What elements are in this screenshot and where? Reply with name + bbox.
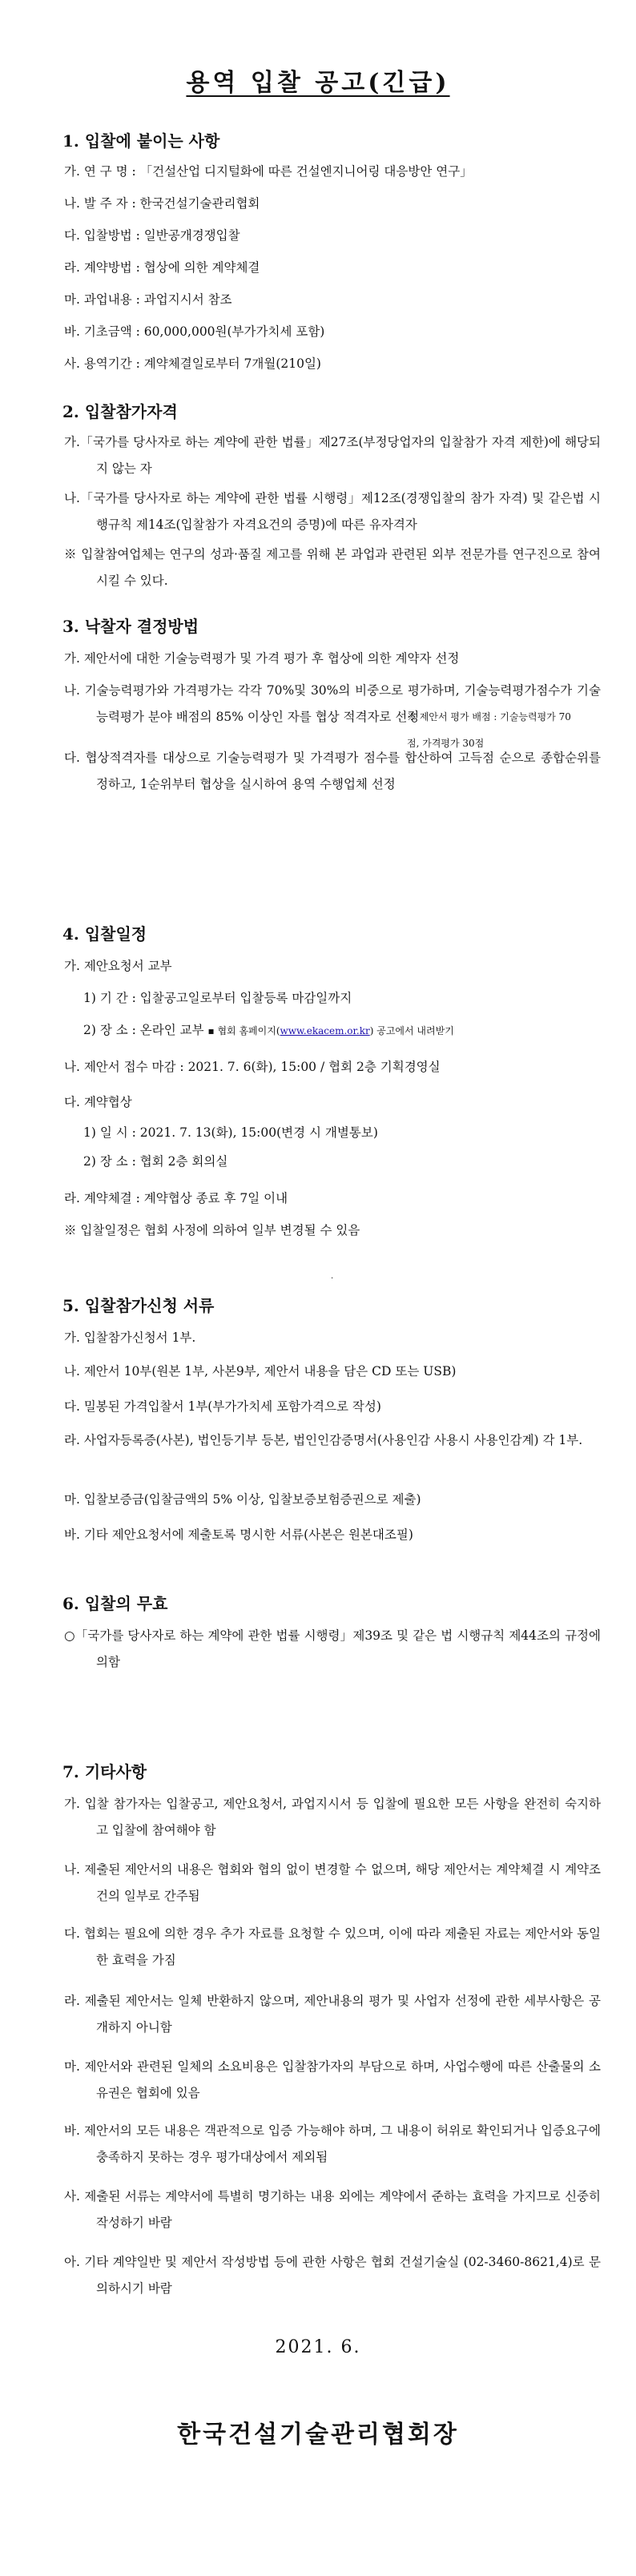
- s4-a-note-pre: ▪ 협회 홈페이지(: [207, 1025, 280, 1036]
- s7-item-b: 나. 제출된 제안서의 내용은 협회와 협의 없이 변경할 수 없으며, 해당 제안서는 계약체결 시 계약조건의 일부로 간주됨: [64, 1862, 601, 1903]
- s4-a-period: 1) 기 간 : 입찰공고일로부터 입찰등록 마감일까지: [83, 991, 352, 1005]
- section-5-heading: 5. 입찰참가신청 서류: [62, 1296, 215, 1315]
- s5-item-e: 마. 입찰보증금(입찰금액의 5% 이상, 입찰보증보험증권으로 제출): [64, 1492, 421, 1507]
- s4-c-datetime: 1) 일 시 : 2021. 7. 13(화), 15:00(변경 시 개별통보): [83, 1125, 378, 1140]
- s1-item-b: 나. 발 주 자 : 한국건설기술관리협회: [64, 196, 260, 211]
- s7-item-h: 아. 기타 계약일반 및 제안서 작성방법 등에 관한 사항은 협회 건설기술실 (02-3460-8621,4)로 문의하시기 바람: [64, 2255, 601, 2296]
- section-4-heading: 4. 입찰일정: [62, 924, 147, 944]
- s4-a-place-note: [208, 1025, 454, 1036]
- s1-item-g: 사. 용역기간 : 계약체결일로부터 7개월(210일): [64, 356, 321, 371]
- s3-item-c: 다. 협상적격자를 대상으로 기술능력평가 및 가격평가 점수를 합산하여 고득점 순으로 종합순위를 정하고, 1순위부터 협상을 실시하여 용역 수행업체 선정: [64, 751, 601, 791]
- section-3-heading: 3. 낙찰자 결정방법: [62, 617, 199, 636]
- s4-a-place-text: 2) 장 소 : 온라인 교부: [83, 1023, 204, 1037]
- s7-item-e: 마. 제안서와 관련된 일체의 소요비용은 입찰참가자의 부담으로 하며, 사업수행에 따른 산출물의 소유권은 협회에 있음: [64, 2059, 601, 2100]
- s4-item-a: 가. 제안요청서 교부: [64, 959, 172, 973]
- s5-item-a: 가. 입찰참가신청서 1부.: [64, 1330, 196, 1345]
- s7-item-g: 사. 제출된 서류는 계약서에 특별히 명기하는 내용 외에는 계약에서 준하는 효력을 가지므로 신중히 작성하기 바람: [64, 2189, 601, 2230]
- s7-item-a: 가. 입찰 참가자는 입찰공고, 제안요청서, 과업지시서 등 입찰에 필요한 모든 사항을 완전히 숙지하고 입찰에 참여해야 함: [64, 1797, 601, 1837]
- s5-item-f: 바. 기타 제안요청서에 제출토록 명시한 서류(사본은 원본대조필): [64, 1527, 413, 1542]
- s4-item-d: 라. 계약체결 : 계약협상 종료 후 7일 이내: [64, 1191, 288, 1205]
- s7-item-c: 다. 협회는 필요에 의한 경우 추가 자료를 요청할 수 있으며, 이에 따라 제출된 자료는 제안서와 동일한 효력을 가짐: [64, 1926, 601, 1967]
- section-1-heading: 1. 입찰에 붙이는 사항: [62, 131, 220, 151]
- section-6-heading: 6. 입찰의 무효: [62, 1594, 168, 1613]
- s5-item-d: 라. 사업자등록증(사본), 법인등기부 등본, 법인인감증명서(사용인감 사용시 사용인감계) 각 1부.: [64, 1433, 583, 1447]
- issuer-signature: 한국건설기술관리협회장: [177, 2421, 459, 2449]
- s2-item-b: 나.「국가를 당사자로 하는 계약에 관한 법률 시행령」제12조(경쟁입찰의 참가 자격) 및 같은법 시행규칙 제14조(입찰참가 자격요건의 증명)에 따른 유자격자: [64, 491, 601, 532]
- s7-item-f: 바. 제안서의 모든 내용은 객관적으로 입증 가능해야 하며, 그 내용이 허위로 확인되거나 입증요구에 충족하지 못하는 경우 평가대상에서 제외됨: [64, 2123, 601, 2164]
- s4-item-c: 다. 계약협상: [64, 1095, 132, 1109]
- s4-c-place: 2) 장 소 : 협회 2층 회의실: [83, 1154, 228, 1169]
- association-website-link[interactable]: www.ekacem.or.kr: [280, 1025, 370, 1036]
- announcement-date: 2021. 6.: [275, 2337, 361, 2357]
- s4-a-place: [83, 1017, 564, 1044]
- s4-note: ※ 입찰일정은 협회 사정에 의하여 일부 변경될 수 있음: [64, 1223, 360, 1238]
- s7-item-d: 라. 제출된 제안서는 일체 반환하지 않으며, 제안내용의 평가 및 사업자 선정에 관한 세부사항은 공개하지 아니함: [64, 1994, 601, 2035]
- s5-item-c: 다. 밀봉된 가격입찰서 1부(부가가치세 포함가격으로 작성): [64, 1399, 381, 1414]
- s3-item-b: 나. 기술능력평가와 가격평가는 각각 70%및 30%의 비중으로 평가하며, 기술능력평가점수가 기술능력평가 분야 배점의 85% 이상인 자를 협상 적격자로 선정: [64, 683, 601, 724]
- s2-item-a: 가.「국가를 당사자로 하는 계약에 관한 법률」제27조(부정당업자의 입찰참가 자격 제한)에 해당되지 않는 자: [64, 435, 601, 476]
- section-2-heading: 2. 입찰참가자격: [62, 402, 178, 421]
- s1-item-a: 가. 연 구 명 : 「건설산업 디지털화에 따른 건설엔지니어링 대응방안 연구」: [64, 164, 473, 179]
- stray-dot: .: [331, 1272, 334, 1281]
- s3-note: ※ 제안서 평가 배점 : 기술능력평가 70점, 가격평가 30점: [407, 711, 571, 749]
- s1-item-d: 라. 계약방법 : 협상에 의한 계약체결: [64, 260, 260, 275]
- page-title: 용역 입찰 공고(긴급): [186, 69, 450, 97]
- section-7-heading: 7. 기타사항: [62, 1762, 147, 1781]
- s4-item-b: 나. 제안서 접수 마감 : 2021. 7. 6(화), 15:00 / 협회 2층 기획경영실: [64, 1060, 441, 1074]
- s4-a-note-post: ) 공고에서 내려받기: [369, 1025, 454, 1036]
- s2-note: ※ 입찰참여업체는 연구의 성과·품질 제고를 위해 본 과업과 관련된 외부 전문가를 연구진으로 참여시킬 수 있다.: [64, 547, 601, 588]
- s6-item: ○「국가를 당사자로 하는 계약에 관한 법률 시행령」제39조 및 같은 법 시행규칙 제44조의 규정에 의함: [64, 1628, 601, 1669]
- s1-item-f: 바. 기초금액 : 60,000,000원(부가가치세 포함): [64, 324, 325, 339]
- s3-item-a: 가. 제안서에 대한 기술능력평가 및 가격 평가 후 협상에 의한 계약자 선정: [64, 651, 460, 666]
- s1-item-e: 마. 과업내용 : 과업지시서 참조: [64, 292, 232, 307]
- s5-item-b: 나. 제안서 10부(원본 1부, 사본9부, 제안서 내용을 담은 CD 또는 USB): [64, 1364, 457, 1379]
- s1-item-c: 다. 입찰방법 : 일반공개경쟁입찰: [64, 228, 240, 243]
